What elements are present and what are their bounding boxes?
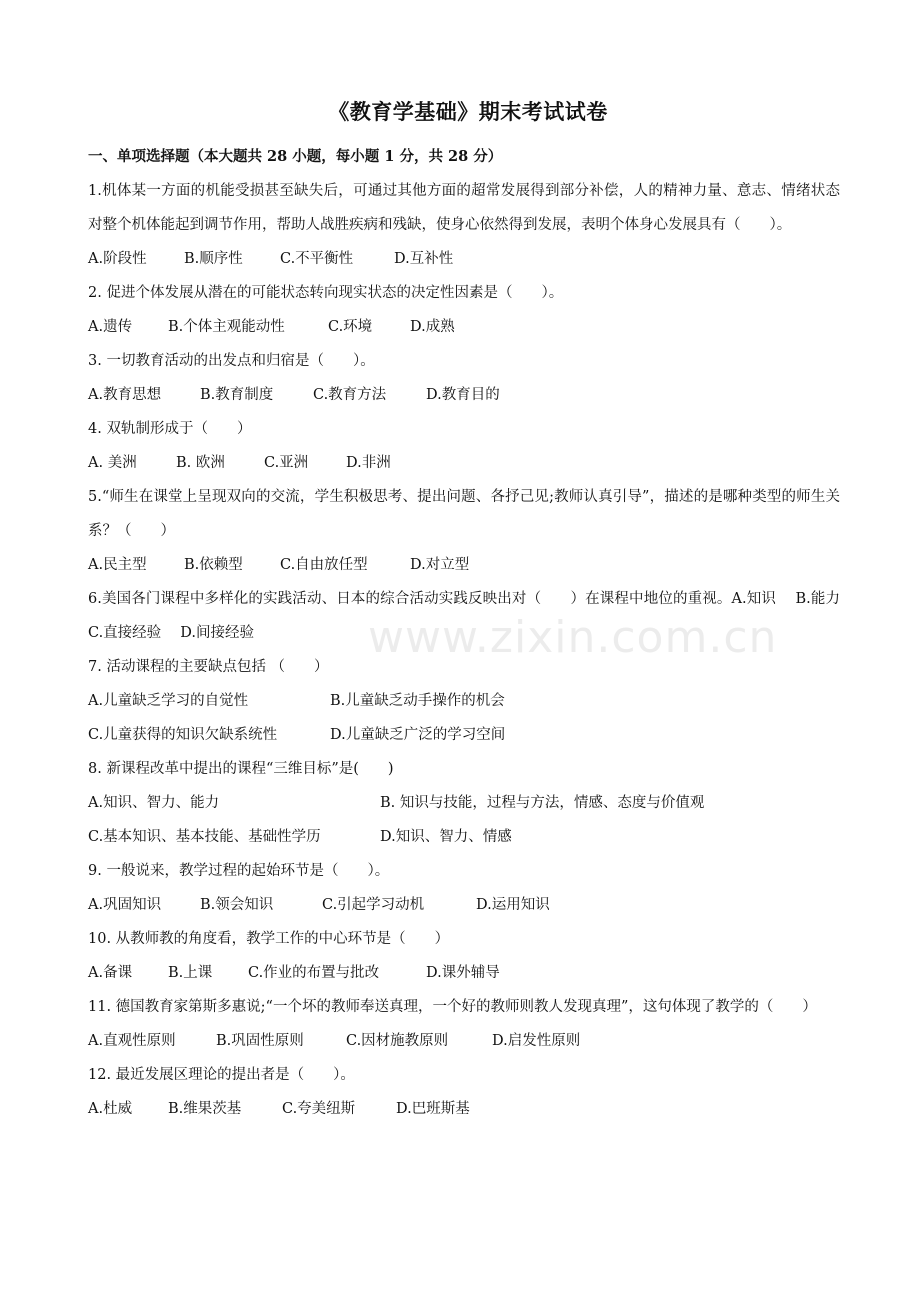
question-1-stem: 1.机体某一方面的机能受损甚至缺失后，可通过其他方面的超常发展得到部分补偿，人的精神力量、意志、情绪状态对整个机体能起到调节作用，帮助人战胜疾病和残缺，使身心依然得到发展，表明个体身心发展具有（ ）。 (88, 183, 840, 233)
option-b: B.教育制度 (200, 387, 274, 403)
option-b: B.维果茨基 (168, 1101, 242, 1117)
option-a: A.遗传 (88, 319, 133, 335)
question-2-options (88, 310, 840, 344)
question-9-stem: 9. 一般说来，教学过程的起始环节是（ ）。 (88, 863, 390, 879)
option-b: B.上课 (168, 965, 213, 981)
option-a: A.杜威 (88, 1101, 133, 1117)
option-d: D.知识、智力、情感 (380, 829, 512, 845)
question-11-stem: 11. 德国教育家第斯多惠说;“一个坏的教师奉送真理，一个好的教师则教人发现真理”，这句体现了教学的（ ） (88, 999, 817, 1015)
option-d: D.课外辅导 (426, 965, 500, 981)
option-a: A.知识、智力、能力 (88, 795, 220, 811)
option-d: D.启发性原则 (492, 1033, 581, 1049)
option-d: D.成熟 (410, 319, 455, 335)
question-10-options (88, 956, 840, 990)
option-b: B.个体主观能动性 (168, 319, 285, 335)
option-d: D.运用知识 (476, 897, 550, 913)
option-c: C.基本知识、基本技能、基础性学历 (88, 829, 321, 845)
option-c: C.因材施教原则 (346, 1033, 449, 1049)
option-a: A.直观性原则 (88, 1033, 176, 1049)
question-10-stem: 10. 从教师教的角度看，教学工作的中心环节是（ ） (88, 931, 450, 947)
question-2-stem: 2. 促进个体发展从潜在的可能状态转向现实状态的决定性因素是（ ）。 (88, 285, 564, 301)
question-12-stem: 12. 最近发展区理论的提出者是（ ）。 (88, 1067, 355, 1083)
option-c: C.儿童获得的知识欠缺系统性 (88, 727, 278, 743)
option-b: B. 知识与技能，过程与方法，情感、态度与价值观 (380, 795, 705, 811)
question-3-options (88, 378, 840, 412)
question-3-stem: 3. 一切教育活动的出发点和归宿是（ ）。 (88, 353, 375, 369)
watermark: www.zixin.com.cn (368, 612, 778, 663)
option-d: D.对立型 (410, 557, 470, 573)
option-a: A.备课 (88, 965, 133, 981)
question-5-stem: 5.“师生在课堂上呈现双向的交流，学生积极思考、提出问题、各抒己见;教师认真引导”，描述的是哪种类型的师生关系？（ ） (88, 489, 840, 539)
option-a: A.阶段性 (88, 251, 147, 267)
question-7-options-2 (88, 718, 840, 752)
option-c: C.教育方法 (313, 387, 387, 403)
option-d: D.儿童缺乏广泛的学习空间 (330, 727, 506, 743)
question-8-options (88, 786, 840, 820)
question-1-options (88, 242, 840, 276)
exam-paper (88, 96, 860, 1126)
option-c: C.夸美纽斯 (282, 1101, 356, 1117)
page-title: 《教育学基础》期末考试试卷 (328, 99, 608, 124)
option-c: C.作业的布置与批改 (248, 965, 380, 981)
option-b: B.依赖型 (184, 557, 243, 573)
option-a: A. 美洲 (88, 455, 137, 471)
question-11-options (88, 1024, 840, 1058)
option-d: D.非洲 (346, 455, 391, 471)
option-c: C.环境 (328, 319, 373, 335)
question-5-options (88, 548, 840, 582)
option-c: C.自由放任型 (280, 557, 368, 573)
option-b: B.儿童缺乏动手操作的机会 (330, 693, 505, 709)
question-9-options (88, 888, 840, 922)
question-7-stem: 7. 活动课程的主要缺点包括 （ ） (88, 659, 329, 675)
option-b: B.领会知识 (200, 897, 274, 913)
question-8-stem: 8. 新课程改革中提出的课程“三维目标”是( ) (88, 761, 394, 777)
question-4-options (88, 446, 840, 480)
option-a: A.巩固知识 (88, 897, 162, 913)
option-b: B.巩固性原则 (216, 1033, 304, 1049)
option-d: D.教育目的 (426, 387, 500, 403)
option-c: C.不平衡性 (280, 251, 354, 267)
option-a: A.民主型 (88, 557, 147, 573)
option-a: A.儿童缺乏学习的自觉性 (88, 693, 249, 709)
option-a: A.教育思想 (88, 387, 162, 403)
question-6-stem: 6.美国各门课程中多样化的实践活动、日本的综合活动实践反映出对（ ）在课程中地位的重视。A.知识 B.能力 C.直接经验 D.间接经验 (88, 591, 860, 641)
option-b: B.顺序性 (184, 251, 243, 267)
question-12-options (88, 1092, 840, 1126)
option-d: D.互补性 (394, 251, 454, 267)
option-c: C.亚洲 (264, 455, 309, 471)
option-d: D.巴班斯基 (396, 1101, 470, 1117)
option-c: C.引起学习动机 (322, 897, 425, 913)
question-7-options (88, 684, 840, 718)
section-heading: 一、单项选择题（本大题共 28 小题，每小题 1 分，共 28 分） (88, 148, 503, 165)
question-4-stem: 4. 双轨制形成于（ ） (88, 421, 252, 437)
question-8-options-2 (88, 820, 840, 854)
option-b: B. 欧洲 (176, 455, 225, 471)
